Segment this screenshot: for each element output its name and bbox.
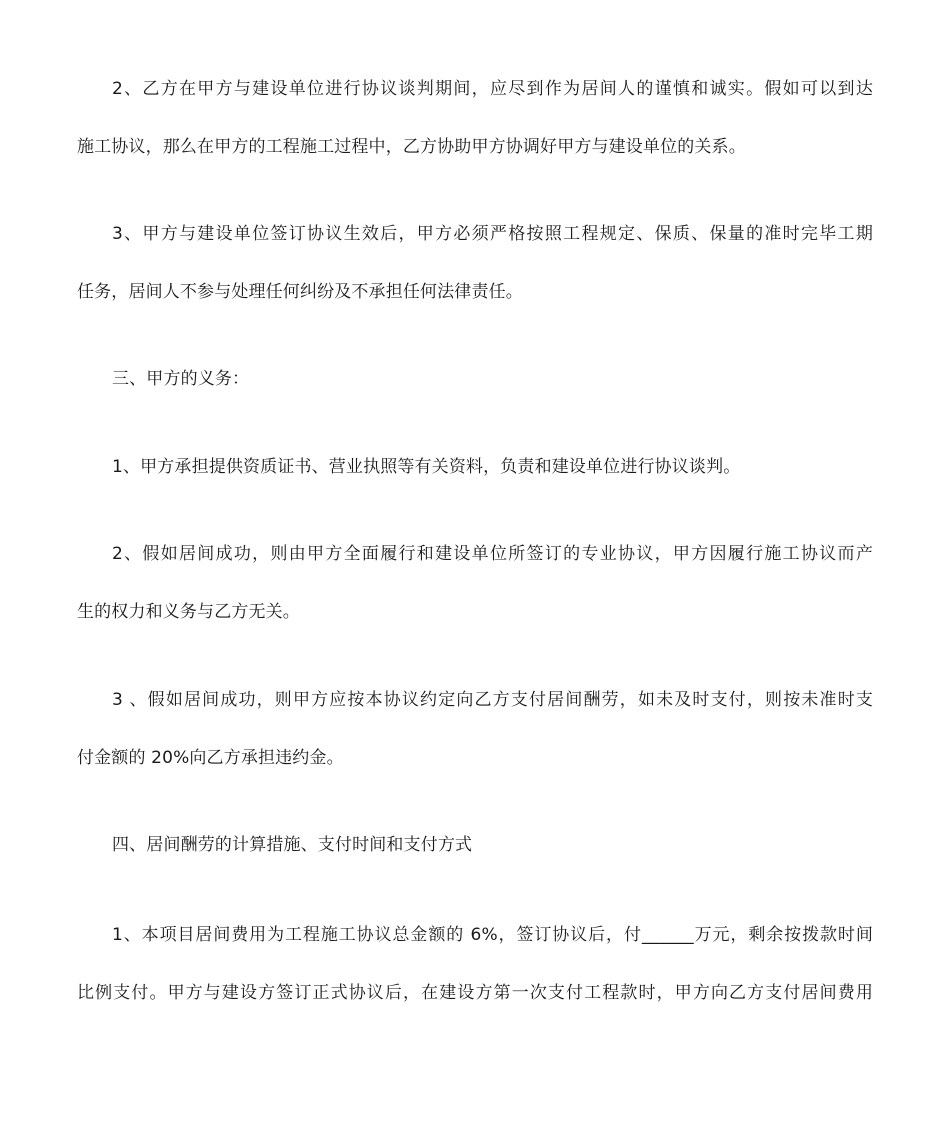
paragraph-line: 施工协议，那么在甲方的工程施工过程中，乙方协助甲方协调好甲方与建设单位的关系。 (77, 137, 746, 157)
paragraph-line: 比例支付。甲方与建设方签订正式协议后，在建设方第一次支付工程款时，甲方向乙方支付居间费用 (77, 983, 873, 1003)
paragraph-party-a-obligation-3 (77, 671, 877, 787)
paragraph-party-b-duty-2 (77, 60, 877, 176)
section-heading-text: 四、居间酬劳的计算措施、支付时间和支付方式 (112, 835, 473, 855)
paragraph-party-a-obligation-1 (77, 438, 877, 496)
paragraph-line: 任务，居间人不参与处理任何纠纷及不承担任何法律责任。 (77, 282, 523, 302)
paragraph-line: 1、甲方承担提供资质证书、营业执照等有关资料，负责和建设单位进行协议谈判。 (112, 457, 741, 477)
paragraph-line: 2、乙方在甲方与建设单位进行协议谈判期间，应尽到作为居间人的谨慎和诚实。假如可以到达 (112, 79, 873, 99)
paragraph-party-a-obligation-2 (77, 525, 877, 641)
paragraph-line: 2、假如居间成功，则由甲方全面履行和建设单位所签订的专业协议，甲方因履行施工协议而产 (112, 544, 873, 564)
paragraph-line: 3 、假如居间成功，则甲方应按本协议约定向乙方支付居间酬劳，如未及时支付，则按未准时支 (112, 690, 873, 710)
paragraph-line: 1、本项目居间费用为工程施工协议总金额的 6%，签订协议后，付______万元，剩余按拨款时间 (112, 925, 873, 945)
paragraph-line: 生的权力和义务与乙方无关。 (77, 602, 300, 622)
section-heading-text: 三、甲方的义务： (112, 369, 250, 389)
paragraph-party-b-duty-3 (77, 205, 877, 321)
paragraph-commission-payment-1 (77, 906, 877, 1022)
paragraph-line: 付金额的 20%向乙方承担违约金。 (77, 748, 344, 768)
section-heading-party-a-obligations (77, 350, 877, 408)
paragraph-line: 3、甲方与建设单位签订协议生效后，甲方必须严格按照工程规定、保质、保量的准时完毕工期 (112, 224, 873, 244)
section-heading-commission-calculation (77, 816, 877, 874)
